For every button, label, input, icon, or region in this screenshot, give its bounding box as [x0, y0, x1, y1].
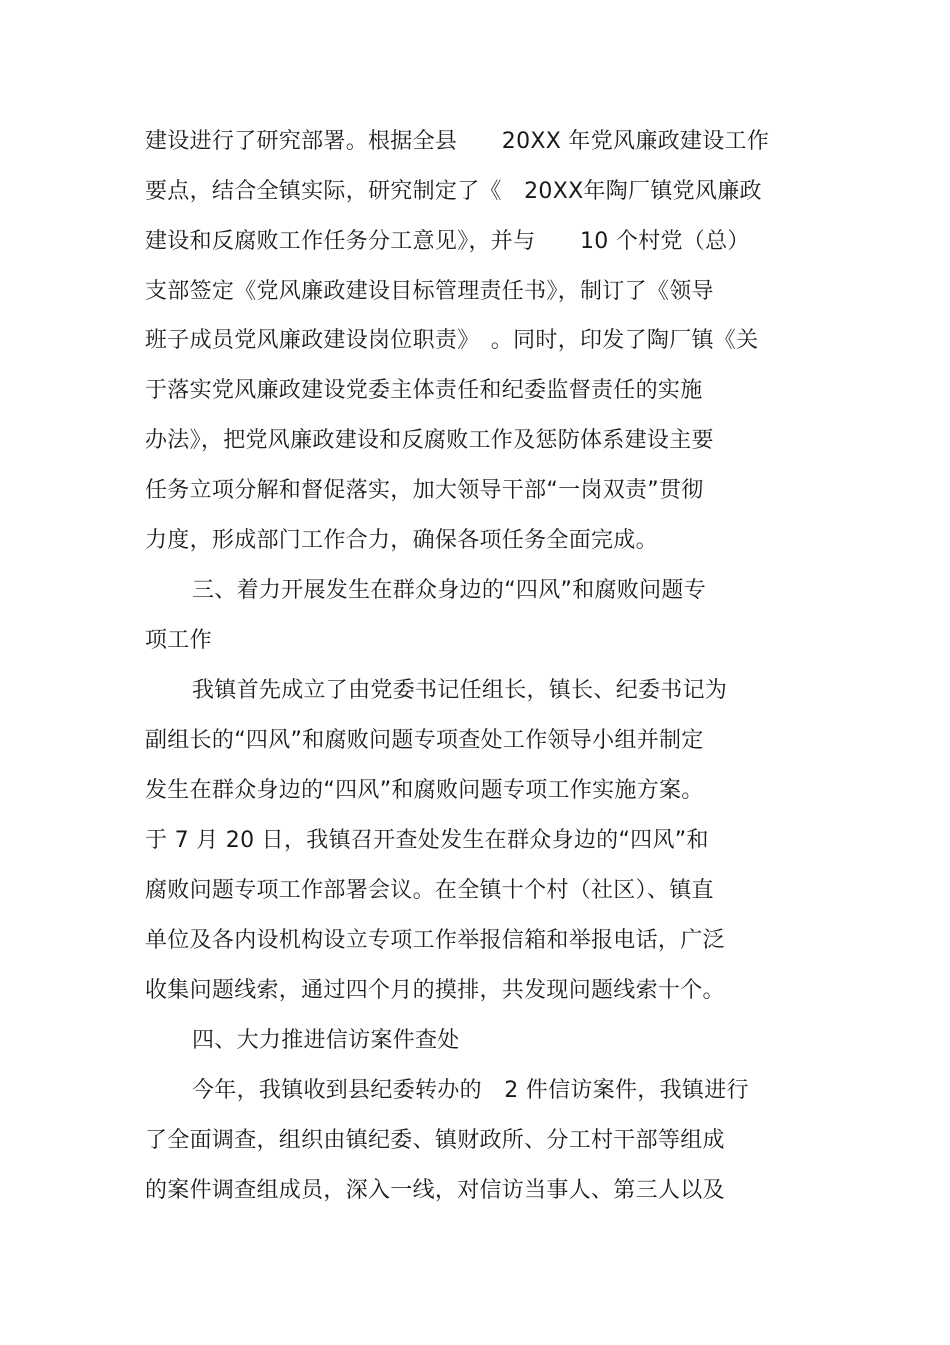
paragraph-line: 建设进行了研究部署。根据全县 20XX 年党风廉政建设工作 [145, 129, 770, 154]
paragraph-line: 发生在群众身边的“四风”和腐败问题专项工作实施方案。 [145, 778, 704, 803]
paragraph-line: 建设和反腐败工作任务分工意见》，并与 10 个村党（总） [145, 229, 750, 254]
paragraph-line: 单位及各内设机构设立专项工作举报信箱和举报电话，广泛 [145, 928, 725, 953]
paragraph-line: 要点，结合全镇实际，研究制定了《 20XX年陶厂镇党风廉政 [145, 179, 762, 204]
section-heading-continued: 项工作 [145, 628, 212, 653]
paragraph-line: 办法》，把党风廉政建设和反腐败工作及惩防体系建设主要 [145, 428, 714, 453]
paragraph-line: 副组长的“四风”和腐败问题专项查处工作领导小组并制定 [145, 728, 704, 753]
paragraph-line: 力度，形成部门工作合力，确保各项任务全面完成。 [145, 528, 658, 553]
paragraph-line: 收集问题线索，通过四个月的摸排，共发现问题线索十个。 [145, 978, 725, 1003]
paragraph-line: 于 7 月 20 日，我镇召开查处发生在群众身边的“四风”和 [145, 828, 709, 853]
paragraph-line: 了全面调查，组织由镇纪委、镇财政所、分工村干部等组成 [145, 1128, 725, 1153]
paragraph-line: 我镇首先成立了由党委书记任组长，镇长、纪委书记为 [192, 678, 728, 703]
paragraph-line: 腐败问题专项工作部署会议。在全镇十个村（社区）、镇直 [145, 878, 714, 903]
section-heading: 四、大力推进信访案件查处 [192, 1028, 460, 1053]
paragraph-line: 今年，我镇收到县纪委转办的 2 件信访案件，我镇进行 [192, 1078, 749, 1103]
section-heading: 三、着力开展发生在群众身边的“四风”和腐败问题专 [192, 578, 706, 603]
paragraph-line: 任务立项分解和督促落实，加大领导干部“一岗双责”贯彻 [145, 478, 704, 503]
paragraph-line: 支部签定《党风廉政建设目标管理责任书》，制订了《领导 [145, 279, 714, 304]
paragraph-line: 于落实党风廉政建设党委主体责任和纪委监督责任的实施 [145, 378, 703, 403]
paragraph-line: 的案件调查组成员，深入一线，对信访当事人、第三人以及 [145, 1178, 725, 1203]
paragraph-line: 班子成员党风廉政建设岗位职责》 。同时，印发了陶厂镇《关 [145, 328, 759, 353]
